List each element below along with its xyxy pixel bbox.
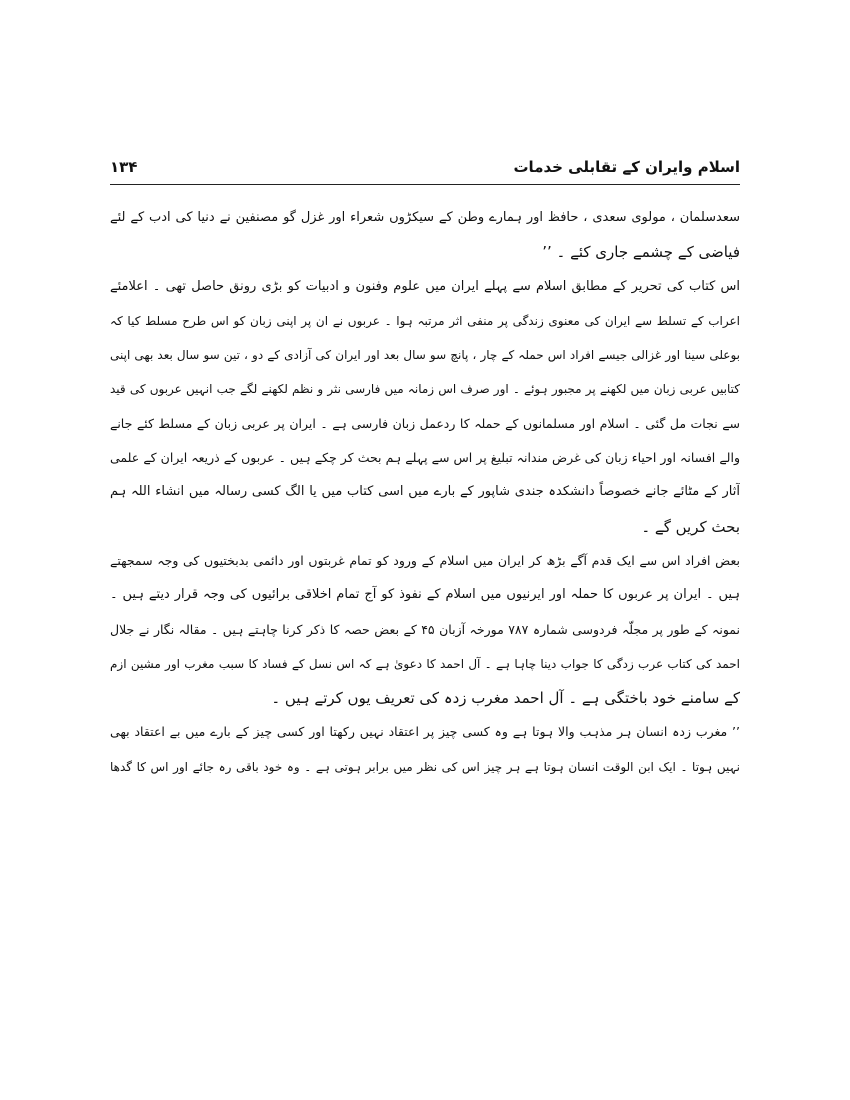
- text-line: اعراب کے تسلط سے ایران کی معنوی زندگی پر منفی اثر مرتبہ ہوا ۔ عربوں نے ان پر اپنی زبان کو اس طرح مسلط کیا کہ: [110, 313, 740, 328]
- text-line: کتابیں عربی زبان میں لکھنے پر مجبور ہوئے ۔ اور صرف اس زمانہ میں فارسی نثر و نظم لکھنے لگے جب انہیں عربوں کی قید: [110, 382, 740, 397]
- text-line: بحث کریں گے ۔: [641, 517, 740, 536]
- text-line: ’’ مغرب زدہ انسان ہر مذہب والا ہوتا ہے وہ کسی چیز پر اعتقاد نہیں رکھتا اور کسی چیز کے بارے میں بے اعتقاد بھی: [110, 724, 740, 740]
- text-line: سعدسلمان ، مولوی سعدی ، حافظ اور ہمارے وطن کے سیکڑوں شعراء اور غزل گو مصنفین نے دنیا کی ادب کے لئے: [110, 210, 740, 225]
- text-line: سے نجات مل گئی ۔ اسلام اور مسلمانوں کے حملہ کا ردعمل زبان فارسی ہے ۔ ایران پر عربی زبان کے مسلط کئے جانے: [110, 415, 740, 431]
- text-line: بعض افراد اس سے ایک قدم آگے بڑھ کر ایران میں اسلام کے ورود کو تمام غربتوں اور دائمی بدبختیوں کی وجہ سمجھتے: [110, 552, 740, 568]
- text-line: اس کتاب کی تحریر کے مطابق اسلام سے پہلے ایران میں علوم وفنون و ادبیات کو بڑی رونق حاصل تھی ۔ اعلامئے: [110, 278, 740, 294]
- text-line: بوعلی سینا اور غزالی جیسے افراد اس حملہ کے چار ، پانچ سو سال بعد اور ایران کی آزادی کے دو ، تین سو سال بعد بھی اپنی: [110, 348, 740, 363]
- header-rule: [110, 184, 740, 185]
- text-line: نہیں ہوتا ۔ ایک ابن الوقت انسان ہوتا ہے ہر چیز اس کی نظر میں برابر ہوتی ہے ۔ وہ خود باقی رہ جائے اور اس کا گدھا: [110, 759, 740, 774]
- text-line: آثار کے مٹائے جانے خصوصاً دانشکدہ جندی شاپور کے بارے میں اسی کتاب میں یا الگ کسی رسالہ میں انشاء اللہ ہم: [110, 484, 740, 500]
- page-header: [110, 158, 740, 184]
- text-line: والے افسانہ اور احیاء زبان کی غرض مندانہ تبلیغ پر اس سے پہلے ہم بحث کر چکے ہیں ۔ عربوں کے ذریعہ ایران کے علمی: [110, 450, 740, 466]
- page-number: ۱۳۴: [110, 158, 138, 176]
- running-title: اسلام وایران کے تقابلی خدمات: [513, 158, 740, 176]
- text-line: احمد کی کتاب عرب زدگی کا جواب دینا چاہا ہے ۔ آل احمد کا دعویٰ ہے کہ اس نسل کے فساد کا سبب مغرب اور مشین ازم: [110, 656, 740, 671]
- text-line: کے سامنے خود باختگی ہے ۔ آل احمد مغرب زدہ کی تعریف یوں کرتے ہیں ۔: [271, 689, 740, 708]
- text-line: ہیں ۔ ایران پر عربوں کا حملہ اور ایرنیوں میں اسلام کے نفوذ کو آج تمام اخلاقی برائیوں کی وجہ قرار دیتے ہیں ۔: [110, 587, 740, 603]
- text-line: نمونہ کے طور پر مجلّہ فردوسی شمارہ ۷۸۷ مورخہ آزبان ۴۵ کے بعض حصہ کا ذکر کرنا چاہتے ہیں ۔ مقالہ نگار نے جلال: [110, 621, 740, 637]
- text-line: فیاضی کے چشمے جاری کئے ۔ ’’: [542, 243, 740, 262]
- body-text: [110, 201, 740, 784]
